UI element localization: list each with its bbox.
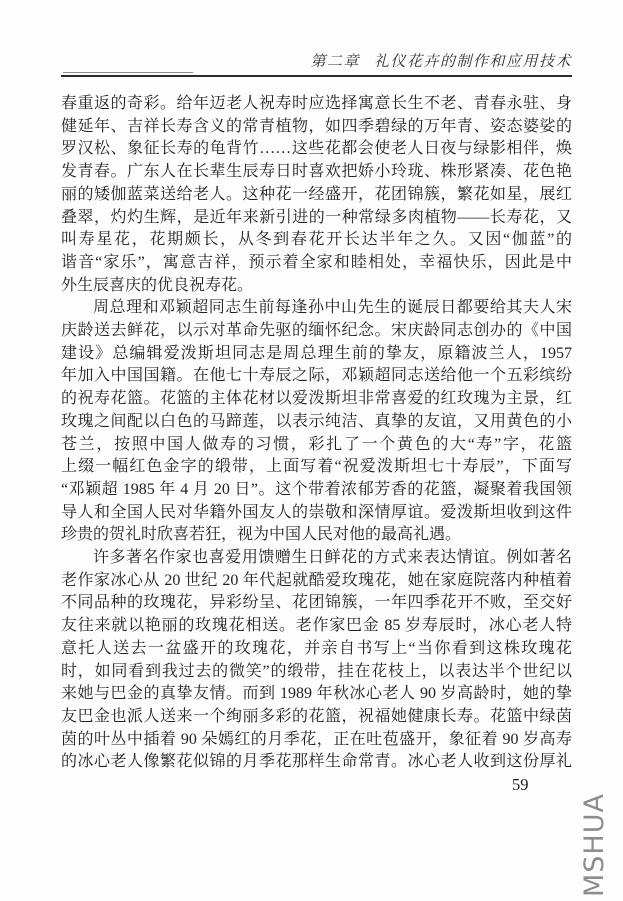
body-text-line: 苍兰，按照中国人做寿的习惯，彩扎了一个黄色的大“寿”字，花篮 [61, 435, 572, 453]
body-text-line: 来她与巴金的真挚友情。而到 1989 年秋冰心老人 90 岁高龄时，她的挚 [61, 685, 572, 703]
body-text-line: 庆龄送去鲜花，以示对革命先驱的缅怀纪念。宋庆龄同志创办的《中国 [61, 322, 572, 340]
body-text-line: 茵的叶丛中插着 90 朵嫣红的月季花，正在吐苞盛开，象征着 90 岁高寿 [61, 730, 572, 748]
body-text-line: 导人和全国人民对华籍外国友人的崇敬和深情厚谊。爱泼斯坦收到这件 [61, 503, 572, 521]
body-text-line: 周总理和邓颖超同志生前每逢孙中山先生的诞辰日都要给其夫人宋 [93, 299, 572, 317]
body-text-line: 春重返的奇彩。给年迈老人祝寿时应选择寓意长生不老、青春永驻、身 [61, 95, 572, 112]
body-text-line: “邓颖超 1985 年 4 月 20 日”。这个带着浓郁芳香的花篮，凝聚着我国领 [61, 480, 572, 498]
body-text-line: 上缀一幅红色金字的缎带，上面写着“祝爱泼斯坦七十寿辰”，下面写 [61, 458, 572, 476]
watermark-text: MSHUA [579, 793, 610, 897]
body-text-line: 珍贵的贺礼时欣喜若狂，视为中国人民对他的最高礼遇。 [61, 526, 462, 544]
running-header [61, 50, 572, 71]
body-text-line: 谐音“家乐”，寓意吉祥，预示着全家和睦相处，幸福快乐，因此是中 [61, 253, 572, 271]
body-text-line: 老作家冰心从 20 世纪 20 年代起就酷爱玫瑰花，她在家庭院落内种植着 [61, 571, 572, 589]
body-text-line: 的冰心老人像繁花似锦的月季花那样生命常青。冰心老人收到这份厚礼 [61, 753, 572, 771]
body-text-line: 叠翠，灼灼生辉，是近年来新引进的一种常绿多肉植物——长寿花，又 [61, 208, 572, 226]
body-text-line: 友巴金也派人送来一个绚丽多彩的花篮，祝福她健康长寿。花篮中绿茵 [61, 707, 572, 725]
body-text-line: 叫寿星花，花期颇长，从冬到春花开长达半年之久。又因“伽蓝”的 [61, 231, 572, 249]
header-rule [61, 75, 572, 77]
body-text-line: 不同品种的玫瑰花，异彩纷呈、花团锦簇，一年四季花开不败，至交好 [61, 594, 572, 612]
body-text-line: 发青春。广东人在长辈生辰寿日时喜欢把娇小玲珑、株形紧凑、花色艳 [61, 163, 572, 181]
body-text-line: 丽的矮伽蓝菜送给老人。这种花一经盛开，花团锦簇，繁花如星，展红 [61, 185, 572, 203]
body-text-line: 时，如同看到我过去的微笑”的缎带，挂在花枝上，以表达半个世纪以 [61, 662, 572, 680]
body-text-line: 外生辰喜庆的优良祝寿花。 [61, 276, 254, 294]
page-number: 59 [512, 775, 529, 794]
body-text [61, 93, 572, 774]
body-text-line: 的祝寿花篮。花篮的主体花材以爱泼斯坦非常喜爱的红玫瑰为主景，红 [61, 390, 572, 408]
body-text-line: 罗汉松、象征长寿的龟背竹……这些花都会使老人日夜与绿影相伴，焕 [61, 140, 572, 158]
body-text-line: 健延年、吉祥长寿含义的常青植物，如四季碧绿的万年青、姿态婆娑的 [61, 117, 572, 135]
body-text-line: 许多著名作家也喜爱用馈赠生日鲜花的方式来表达情谊。例如著名 [93, 549, 572, 567]
chapter-title: 礼仪花卉的制作和应用技术 [373, 54, 572, 70]
body-text-line: 意托人送去一盆盛开的玫瑰花，并亲自书写上“当你看到这株玫瑰花 [61, 639, 572, 657]
body-text-line: 年加入中国国籍。在他七十寿辰之际，邓颖超同志送给他一个五彩缤纷 [61, 367, 572, 385]
body-text-line: 友往来就以艳丽的玫瑰花相送。老作家巴金 85 岁寿辰时，冰心老人特 [61, 617, 572, 635]
body-text-line: 建设》总编辑爱泼斯坦同志是周总理生前的挚友，原籍波兰人，1957 [61, 344, 572, 362]
chapter-number: 第二章 [310, 54, 360, 70]
body-text-line: 玫瑰之间配以白色的马蹄莲，以表示纯洁、真挚的友谊，又用黄色的小 [61, 412, 572, 430]
